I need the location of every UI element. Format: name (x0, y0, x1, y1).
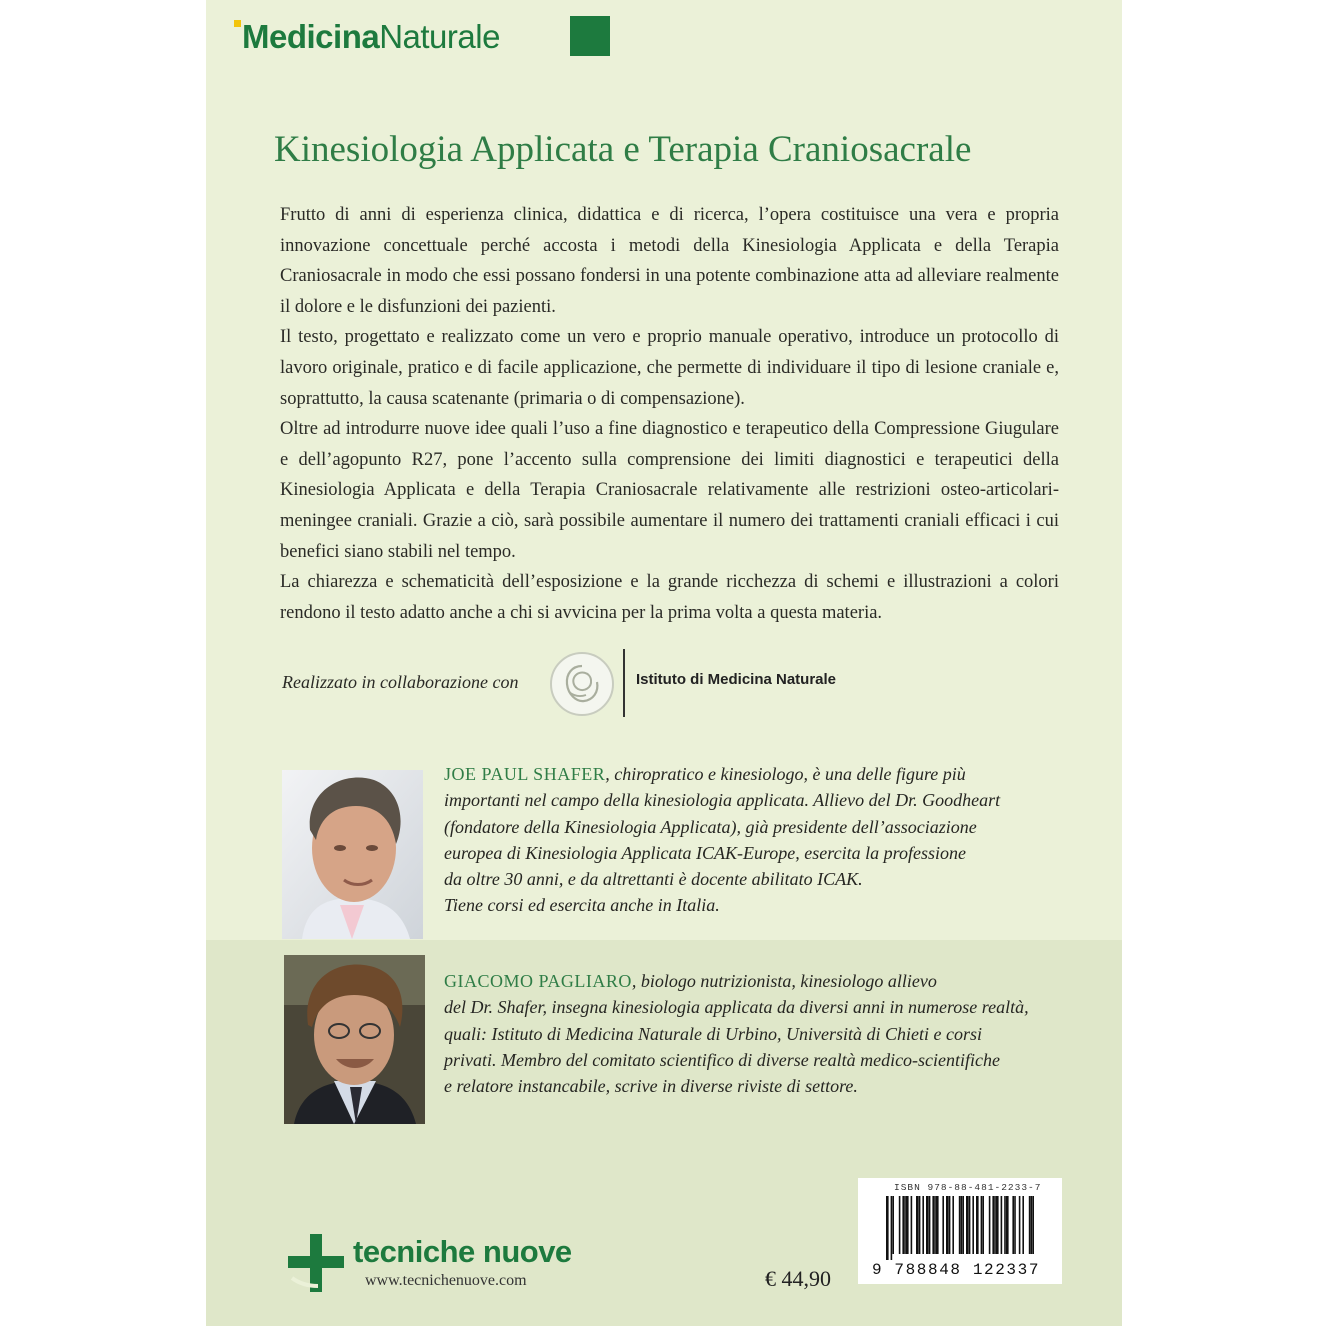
publisher-url: www.tecnichenuove.com (365, 1272, 527, 1289)
brand-square-icon (570, 16, 610, 56)
author-name: JOE PAUL SHAFER (444, 764, 606, 784)
bio-line: e relatore instancabile, scrive in diverse riviste di settore. (444, 1076, 858, 1097)
barcode-icon (886, 1196, 1036, 1260)
publisher-logo-icon (286, 1232, 346, 1299)
barcode-number: 9 788848 122337 (872, 1261, 1041, 1279)
bio-line: JOE PAUL SHAFER, chiropratico e kinesiologo, è una delle figure più (444, 764, 966, 784)
author-bio-pagliaro (444, 968, 1029, 1099)
bio-line: GIACOMO PAGLIARO, biologo nutrizionista, kinesiologo allievo (444, 971, 937, 991)
bio-line: europea di Kinesiologia Applicata ICAK-Europe, esercita la professione (444, 842, 966, 863)
collaboration-label: Realizzato in collaborazione con (282, 672, 519, 692)
brand-dot-icon (234, 20, 241, 27)
price: € 44,90 (765, 1266, 831, 1291)
bio-line: privati. Membro del comitato scientifico di diverse realtà medico-scientifiche (444, 1049, 1001, 1070)
description-paragraph: Oltre ad introdurre nuove idee quali l’uso a fine diagnostico e terapeutico della Compressione Giugulare e dell’agopunto R27, pone l’accento sulla comprensione dei limiti diagnostici e terapeutici della Kinesiologia Applicata e della Terapia Craniosacrale relativamente alle restrizioni osteo-articolari-meningee craniali. Grazie a ciò, sarà possibile aumentare il numero dei trattamenti craniali efficaci i cui benefici siano stabili nel tempo. (280, 419, 1059, 562)
description-paragraph: Frutto di anni di esperienza clinica, didattica e di ricerca, l’opera costituisce una vera e propria innovazione concettuale perché accosta i metodi della Kinesiologia Applicata e della Terapia Craniosacrale in modo che essi possano fondersi in una potente combinazione atta ad alleviare realmente il dolore e le disfunzioni dei pazienti. (280, 205, 1059, 317)
book-back-cover (206, 0, 1122, 1326)
collaboration-divider (623, 649, 625, 717)
institute-logo-icon (550, 652, 614, 716)
brand-bold-text: Medicina (242, 18, 380, 55)
bio-line: Tiene corsi ed esercita anche in Italia. (444, 895, 720, 916)
bio-line: importanti nel campo della kinesiologia applicata. Allievo del Dr. Goodheart (444, 790, 1001, 811)
description-text (280, 200, 1059, 628)
brand-regular-text: Naturale (379, 18, 500, 55)
author-photo-shafer (282, 770, 423, 939)
barcode-box (858, 1178, 1062, 1284)
bio-line: quali: Istituto di Medicina Naturale di Urbino, Università di Chieti e corsi (444, 1023, 982, 1044)
bio-line: del Dr. Shafer, insegna kinesiologia applicata da diversi anni in numerose realtà, (444, 997, 1029, 1018)
institute-name: Istituto di Medicina Naturale (636, 671, 837, 688)
bio-line: da oltre 30 anni, e da altrettanti è docente abilitato ICAK. (444, 869, 863, 890)
book-title: Kinesiologia Applicata e Terapia Craniosacrale (274, 129, 972, 170)
isbn-label: ISBN 978-88-481-2233-7 (894, 1182, 1042, 1193)
description-paragraph: Il testo, progettato e realizzato come un vero e proprio manuale operativo, introduce un protocollo di lavoro originale, pratico e di facile applicazione, che permette di individuare il tipo di lesione craniale e, soprattutto, la causa scatenante (primaria o di compensazione). (280, 327, 1059, 409)
author-name: GIACOMO PAGLIARO (444, 971, 632, 991)
author-photo-pagliaro (284, 955, 425, 1124)
author-bio-shafer (444, 761, 1000, 919)
bio-line: (fondatore della Kinesiologia Applicata), già presidente dell’associazione (444, 816, 977, 837)
publisher-name: tecniche nuove (353, 1234, 572, 1269)
series-brand (242, 18, 500, 68)
description-paragraph: La chiarezza e schematicità dell’esposizione e la grande ricchezza di schemi e illustrazioni a colori rendono il testo adatto anche a chi si avvicina per la prima volta a questa materia. (280, 572, 1059, 623)
